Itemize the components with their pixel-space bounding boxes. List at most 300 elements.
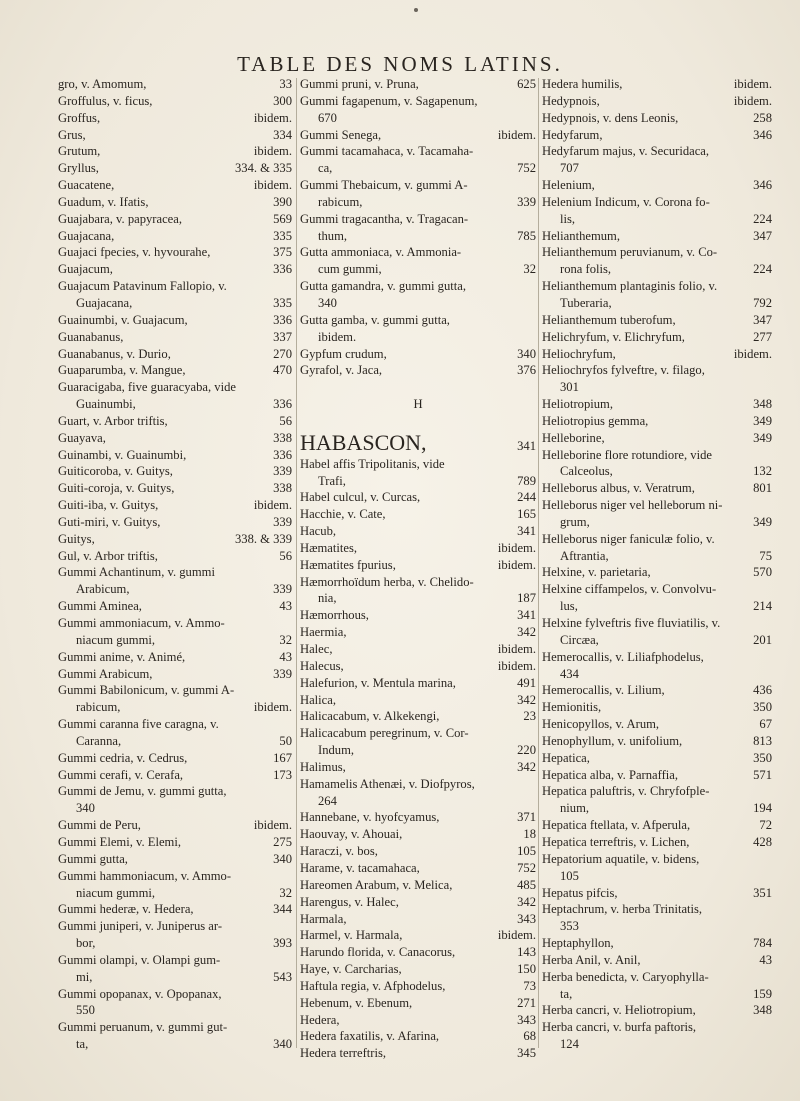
entry-name: Circæa, xyxy=(560,632,599,647)
entry-name: Hepatica alba, v. Parnaffia, xyxy=(542,767,679,782)
index-entry xyxy=(542,278,772,295)
index-entry xyxy=(58,581,292,598)
entry-name: Aftrantia, xyxy=(560,548,609,563)
entry-page-ref: 339 xyxy=(517,194,536,209)
entry-name: Helxine, v. parietaria, xyxy=(542,565,651,580)
index-entry xyxy=(58,261,292,278)
index-entry xyxy=(300,742,536,759)
index-entry xyxy=(542,817,772,834)
entry-page-ref: 338 xyxy=(273,430,292,445)
entry-name: mi, xyxy=(76,969,93,984)
entry-name: Gummi Babilonicum, v. gummi A- xyxy=(58,683,235,698)
entry-name: Gummi Arabicum, xyxy=(58,666,153,681)
index-entry xyxy=(300,675,536,692)
entry-page-ref: ibidem. xyxy=(253,110,292,125)
entry-name: Hedera terreftris, xyxy=(300,1046,387,1061)
entry-page-ref: 335 xyxy=(273,228,292,243)
entry-name: Helianthemum, xyxy=(542,228,620,243)
index-entry xyxy=(542,329,772,346)
entry-name: Hedera humilis, xyxy=(542,77,623,91)
index-entry xyxy=(300,557,536,574)
entry-page-ref: ibidem. xyxy=(733,77,772,91)
entry-name: Gummi cerafi, v. Cerafa, xyxy=(58,767,184,782)
entry-page-ref: 485 xyxy=(517,877,536,892)
entry-name: Helianthemum plantaginis folio, v. xyxy=(542,279,718,294)
index-entry xyxy=(58,1019,292,1036)
entry-page-ref: 571 xyxy=(753,767,772,782)
index-entry xyxy=(542,143,772,160)
entry-page-ref: 56 xyxy=(279,548,292,563)
entry-page-ref: 336 xyxy=(273,262,292,277)
entry-page-ref: 165 xyxy=(517,507,536,522)
entry-name: Gutta gamandra, v. gummi gutta, xyxy=(300,279,467,294)
index-entry xyxy=(300,312,536,329)
index-entry xyxy=(300,725,536,742)
entry-page-ref: 72 xyxy=(759,818,772,833)
index-entry xyxy=(58,800,292,817)
entry-page-ref: ibidem. xyxy=(733,93,772,108)
entry-name: Guayava, xyxy=(58,430,106,445)
entry-name: Herba cancri, v. Heliotropium, xyxy=(542,1003,696,1018)
index-entry xyxy=(542,918,772,935)
entry-name: lis, xyxy=(560,211,576,226)
index-entry xyxy=(300,506,536,523)
entry-name: Helxine fylveftris five fluviatilis, v. xyxy=(542,616,721,630)
entry-name: Guitys, xyxy=(58,531,95,546)
index-entry xyxy=(300,1045,536,1062)
entry-name: Gummi anime, v. Animé, xyxy=(58,649,186,664)
index-entry xyxy=(58,885,292,902)
entry-name: Guajaci fpecies, v. hyvourahe, xyxy=(58,245,211,260)
entry-page-ref: 752 xyxy=(517,860,536,875)
entry-name: Guainumbi, xyxy=(76,397,136,412)
index-entry xyxy=(300,160,536,177)
index-entry xyxy=(58,851,292,868)
column-divider xyxy=(296,78,297,1048)
index-entry xyxy=(542,1036,772,1053)
index-entry xyxy=(542,346,772,363)
index-entry xyxy=(300,708,536,725)
entry-page-ref: 570 xyxy=(753,565,772,580)
index-entry xyxy=(58,1036,292,1053)
index-entry xyxy=(542,244,772,261)
index-entry xyxy=(542,1002,772,1019)
entry-name: Gutta gamba, v. gummi gutta, xyxy=(300,312,450,327)
entry-name: Guiti-coroja, v. Guitys, xyxy=(58,481,175,496)
entry-name: Guajacum Patavinum Fallopio, v. xyxy=(58,279,227,294)
index-column-2 xyxy=(300,76,536,1062)
entry-page-ref: ibidem. xyxy=(253,818,292,833)
entry-name: Helleborine flore rotundiore, vide xyxy=(542,447,712,462)
entry-name: Haftula regia, v. Afphodelus, xyxy=(300,978,446,993)
entry-name: Guanabanus, xyxy=(58,329,124,344)
entry-page-ref: 143 xyxy=(517,945,536,960)
entry-name: Helleborus albus, v. Veratrum, xyxy=(542,481,695,496)
entry-name: Guainumbi, v. Guajacum, xyxy=(58,312,188,327)
index-entry xyxy=(58,969,292,986)
index-entry xyxy=(542,885,772,902)
index-entry xyxy=(300,759,536,776)
entry-page-ref: 159 xyxy=(753,986,772,1001)
index-entry xyxy=(542,767,772,784)
index-entry xyxy=(58,1002,292,1019)
entry-name: Helxine ciffampelos, v. Convolvu- xyxy=(542,582,717,597)
entry-name: Harundo florida, v. Canacorus, xyxy=(300,945,456,960)
entry-page-ref: ibidem. xyxy=(497,642,536,656)
entry-page-ref: 491 xyxy=(517,675,536,690)
entry-page-ref: 339 xyxy=(273,666,292,681)
index-entry xyxy=(542,986,772,1003)
entry-name: 434 xyxy=(560,666,579,681)
entry-name: 105 xyxy=(560,868,579,883)
entry-page-ref: 349 xyxy=(753,514,772,529)
index-entry xyxy=(58,783,292,800)
index-entry xyxy=(542,615,772,632)
entry-name: Guti-miri, v. Guitys, xyxy=(58,514,161,529)
index-entry xyxy=(300,860,536,877)
index-entry xyxy=(58,649,292,666)
entry-page-ref: 334. & 335 xyxy=(234,161,292,176)
entry-page-ref: 337 xyxy=(273,329,292,344)
entry-name: Halica, xyxy=(300,692,337,707)
index-entry xyxy=(300,211,536,228)
entry-name: Gummi Elemi, v. Elemi, xyxy=(58,834,182,849)
entry-name: rona folis, xyxy=(560,262,612,277)
index-entry xyxy=(300,624,536,641)
entry-page-ref: 18 xyxy=(523,827,536,842)
entry-name: Halicacabum, v. Alkekengi, xyxy=(300,709,440,724)
entry-name: Gummi tacamahaca, v. Tacamaha- xyxy=(300,144,474,159)
entry-page-ref: 348 xyxy=(753,397,772,412)
index-entry xyxy=(300,877,536,894)
entry-name: Gul, v. Arbor triftis, xyxy=(58,548,158,563)
entry-name: Heliochryfum, xyxy=(542,346,616,361)
entry-page-ref: 32 xyxy=(279,885,292,900)
index-entry xyxy=(542,682,772,699)
entry-page-ref: 68 xyxy=(523,1029,536,1044)
index-entry xyxy=(58,346,292,363)
index-entry xyxy=(542,935,772,952)
entry-name: 670 xyxy=(318,110,337,125)
entry-name: Guajacana, xyxy=(76,295,133,310)
entry-page-ref: ibidem. xyxy=(253,700,292,715)
entry-page-ref: 338. & 339 xyxy=(234,531,292,546)
entry-page-ref: 784 xyxy=(753,936,772,951)
entry-name: Guajabara, v. papyracea, xyxy=(58,211,182,226)
index-entry xyxy=(300,127,536,144)
index-entry xyxy=(542,228,772,245)
entry-name: 301 xyxy=(560,380,579,395)
entry-name: 340 xyxy=(76,801,95,816)
index-entry xyxy=(542,666,772,683)
entry-name: Halicacabum peregrinum, v. Cor- xyxy=(300,726,469,741)
entry-page-ref: 73 xyxy=(523,978,536,993)
index-entry xyxy=(300,295,536,312)
entry-page-ref: 376 xyxy=(517,363,536,378)
index-entry xyxy=(300,590,536,607)
index-entry xyxy=(58,93,292,110)
entry-name: ca, xyxy=(318,161,333,176)
entry-name: cum gummi, xyxy=(318,262,382,277)
entry-name: Gummi hederæ, v. Hedera, xyxy=(58,902,194,917)
index-entry xyxy=(58,817,292,834)
index-entry xyxy=(542,430,772,447)
index-entry xyxy=(300,177,536,194)
index-entry xyxy=(300,194,536,211)
entry-name: Gummi ammoniacum, v. Ammo- xyxy=(58,616,225,630)
entry-name: rabicum, xyxy=(318,194,363,209)
index-entry xyxy=(542,531,772,548)
entry-name: Gummi peruanum, v. gummi gut- xyxy=(58,1020,228,1035)
index-entry xyxy=(300,379,536,396)
entry-name: Guart, v. Arbor triftis, xyxy=(58,413,168,428)
entry-page-ref: 43 xyxy=(279,599,292,614)
index-entry xyxy=(542,851,772,868)
index-entry xyxy=(58,733,292,750)
index-entry xyxy=(300,995,536,1012)
entry-page-ref: 275 xyxy=(273,834,292,849)
entry-page-ref: 32 xyxy=(279,632,292,647)
index-entry xyxy=(300,1012,536,1029)
entry-name: Guajacana, xyxy=(58,228,115,243)
index-entry xyxy=(300,473,536,490)
index-entry xyxy=(58,160,292,177)
index-entry xyxy=(300,944,536,961)
index-entry xyxy=(300,927,536,944)
index-entry xyxy=(58,211,292,228)
entry-page-ref: 335 xyxy=(273,295,292,310)
entry-name: Hebenum, v. Ebenum, xyxy=(300,995,413,1010)
entry-page-ref: 569 xyxy=(273,211,292,226)
entry-page-ref: 346 xyxy=(753,178,772,193)
entry-name: H xyxy=(413,397,423,412)
index-entry xyxy=(542,261,772,278)
entry-page-ref: 75 xyxy=(759,548,772,563)
entry-page-ref: 300 xyxy=(273,93,292,108)
entry-name: Helleborus niger faniculæ folio, v. xyxy=(542,531,715,546)
entry-name: Hedyfarum majus, v. Securidaca, xyxy=(542,144,710,159)
entry-name: Gutta ammoniaca, v. Ammonia- xyxy=(300,245,462,260)
entry-name: Harengus, v. Halec, xyxy=(300,894,399,909)
index-entry xyxy=(58,548,292,565)
section-letter xyxy=(300,396,536,413)
index-entry xyxy=(542,463,772,480)
entry-name: Caranna, xyxy=(76,733,122,748)
entry-name: Guanabanus, v. Durio, xyxy=(58,346,171,361)
entry-page-ref: 347 xyxy=(753,228,772,243)
index-entry xyxy=(542,194,772,211)
entry-name: Gummi tragacantha, v. Tragacan- xyxy=(300,211,469,226)
entry-name: Gummi Senega, xyxy=(300,127,382,142)
index-entry xyxy=(58,666,292,683)
index-entry xyxy=(58,514,292,531)
entry-page-ref: 214 xyxy=(753,599,772,614)
index-entry xyxy=(58,413,292,430)
entry-page-ref: 342 xyxy=(517,894,536,909)
entry-page-ref: 258 xyxy=(753,110,772,125)
index-entry xyxy=(542,396,772,413)
index-entry xyxy=(58,598,292,615)
entry-name: Hepatica terreftris, v. Lichen, xyxy=(542,834,690,849)
entry-page-ref: 341 xyxy=(517,438,536,453)
entry-name: Heliochryfos fylveftre, v. filago, xyxy=(542,363,705,378)
entry-name: Hedera faxatilis, v. Afarina, xyxy=(300,1029,440,1044)
entry-name: bor, xyxy=(76,936,96,951)
entry-page-ref: 67 xyxy=(759,717,772,732)
entry-page-ref: ibidem. xyxy=(497,540,536,555)
entry-page-ref: 336 xyxy=(273,447,292,462)
entry-name: Hedypnois, v. dens Leonis, xyxy=(542,110,679,125)
index-entry xyxy=(58,531,292,548)
entry-name: Gummi hammoniacum, v. Ammo- xyxy=(58,868,232,883)
entry-name: thum, xyxy=(318,228,348,243)
index-entry xyxy=(542,312,772,329)
index-entry xyxy=(542,548,772,565)
entry-name: Helenium, xyxy=(542,178,595,193)
column-divider xyxy=(538,78,539,1048)
entry-page-ref: ibidem. xyxy=(733,346,772,361)
index-entry xyxy=(58,952,292,969)
index-entry xyxy=(300,143,536,160)
index-entry xyxy=(542,952,772,969)
entry-name: Hepatica ftellata, v. Afperula, xyxy=(542,818,691,833)
entry-name: Guajacum, xyxy=(58,262,113,277)
entry-name: Helleborine, xyxy=(542,430,605,445)
index-entry xyxy=(542,800,772,817)
index-entry xyxy=(300,489,536,506)
index-entry xyxy=(300,413,536,430)
index-entry xyxy=(58,868,292,885)
entry-page-ref: ibidem. xyxy=(497,127,536,142)
entry-name: Grutum, xyxy=(58,144,101,159)
entry-name: Gypfum crudum, xyxy=(300,346,387,361)
entry-name: Groffus, xyxy=(58,110,101,125)
entry-page-ref: 428 xyxy=(753,834,772,849)
entry-page-ref: 342 xyxy=(517,625,536,640)
entry-page-ref: ibidem. xyxy=(253,498,292,513)
entry-page-ref: 393 xyxy=(273,936,292,951)
entry-name: nia, xyxy=(318,591,337,606)
index-entry xyxy=(300,809,536,826)
entry-name: Gummi cedria, v. Cedrus, xyxy=(58,750,188,765)
index-entry xyxy=(542,783,772,800)
index-entry xyxy=(58,295,292,312)
entry-page-ref: ibidem. xyxy=(253,178,292,193)
index-entry xyxy=(300,76,536,93)
entry-page-ref: ibidem. xyxy=(253,144,292,159)
entry-page-ref: 23 xyxy=(523,709,536,724)
index-entry xyxy=(542,733,772,750)
entry-name: Hedyfarum, xyxy=(542,127,603,142)
entry-name: grum, xyxy=(560,514,590,529)
entry-name: Trafi, xyxy=(318,473,346,488)
entry-name: HABASCON, xyxy=(300,429,427,455)
index-entry xyxy=(542,969,772,986)
index-entry xyxy=(300,692,536,709)
entry-page-ref: 339 xyxy=(273,582,292,597)
entry-name: Calceolus, xyxy=(560,464,613,479)
index-entry xyxy=(58,615,292,632)
entry-name: Hepatorium aquatile, v. bidens, xyxy=(542,851,700,866)
index-entry xyxy=(300,329,536,346)
page-title: TABLE DES NOMS LATINS. xyxy=(237,52,563,76)
index-entry xyxy=(542,868,772,885)
entry-page-ref: 338 xyxy=(273,481,292,496)
index-entry xyxy=(58,463,292,480)
index-entry xyxy=(300,540,536,557)
index-entry xyxy=(300,776,536,793)
entry-name: Herba Anil, v. Anil, xyxy=(542,952,641,967)
entry-name: Halec, xyxy=(300,642,333,656)
entry-name: nium, xyxy=(560,801,590,816)
index-entry xyxy=(542,93,772,110)
entry-page-ref: 390 xyxy=(273,194,292,209)
entry-name: Harame, v. tacamahaca, xyxy=(300,860,420,875)
index-entry xyxy=(300,658,536,675)
index-entry xyxy=(300,843,536,860)
index-entry xyxy=(542,564,772,581)
entry-name: Hedera, xyxy=(300,1012,340,1027)
index-entry xyxy=(300,346,536,363)
index-entry xyxy=(58,767,292,784)
index-entry xyxy=(58,362,292,379)
entry-name: Hannebane, v. hyofcyamus, xyxy=(300,810,440,825)
entry-name: Habel culcul, v. Curcas, xyxy=(300,490,421,505)
entry-name: Hepatica, xyxy=(542,750,590,765)
entry-name: Harmel, v. Harmala, xyxy=(300,928,403,943)
entry-page-ref: 105 xyxy=(517,844,536,859)
entry-page-ref: 345 xyxy=(517,1046,536,1061)
index-entry xyxy=(300,793,536,810)
entry-page-ref: 56 xyxy=(279,413,292,428)
index-entry xyxy=(542,514,772,531)
index-entry xyxy=(542,901,772,918)
entry-name: Hamamelis Athenæi, v. Diofpyros, xyxy=(300,776,475,791)
entry-name: 353 xyxy=(560,919,579,934)
index-entry xyxy=(542,649,772,666)
index-entry xyxy=(58,143,292,160)
index-entry xyxy=(58,632,292,649)
index-entry xyxy=(300,456,536,473)
entry-page-ref: 244 xyxy=(517,490,536,505)
entry-name: ta, xyxy=(76,1037,89,1052)
entry-page-ref: 339 xyxy=(273,464,292,479)
index-column-1 xyxy=(58,76,292,1053)
index-entry xyxy=(58,497,292,514)
entry-name: Helianthemum tuberofum, xyxy=(542,312,676,327)
entry-name: Guaracigaba, five guaracyaba, vide xyxy=(58,380,236,395)
index-entry xyxy=(300,244,536,261)
index-entry xyxy=(300,978,536,995)
ink-speck xyxy=(414,8,418,12)
entry-page-ref: 32 xyxy=(523,262,536,277)
entry-name: Grus, xyxy=(58,127,86,142)
entry-name: Heptaphyllon, xyxy=(542,936,614,951)
entry-name: Groffulus, v. ficus, xyxy=(58,93,153,108)
entry-page-ref: 349 xyxy=(753,430,772,445)
entry-page-ref: ibidem. xyxy=(497,658,536,673)
entry-name: 340 xyxy=(318,295,337,310)
entry-name: Helenium Indicum, v. Corona fo- xyxy=(542,194,710,209)
index-entry xyxy=(58,244,292,261)
entry-name: Gummi de Jemu, v. gummi gutta, xyxy=(58,784,227,799)
entry-name: Hæmatites fpurius, xyxy=(300,557,396,572)
entry-page-ref: 351 xyxy=(753,885,772,900)
entry-name: Herba cancri, v. burfa paftoris, xyxy=(542,1020,697,1035)
entry-page-ref: 343 xyxy=(517,1012,536,1027)
entry-name: Guinambi, v. Guainumbi, xyxy=(58,447,187,462)
entry-page-ref: 224 xyxy=(753,211,772,226)
